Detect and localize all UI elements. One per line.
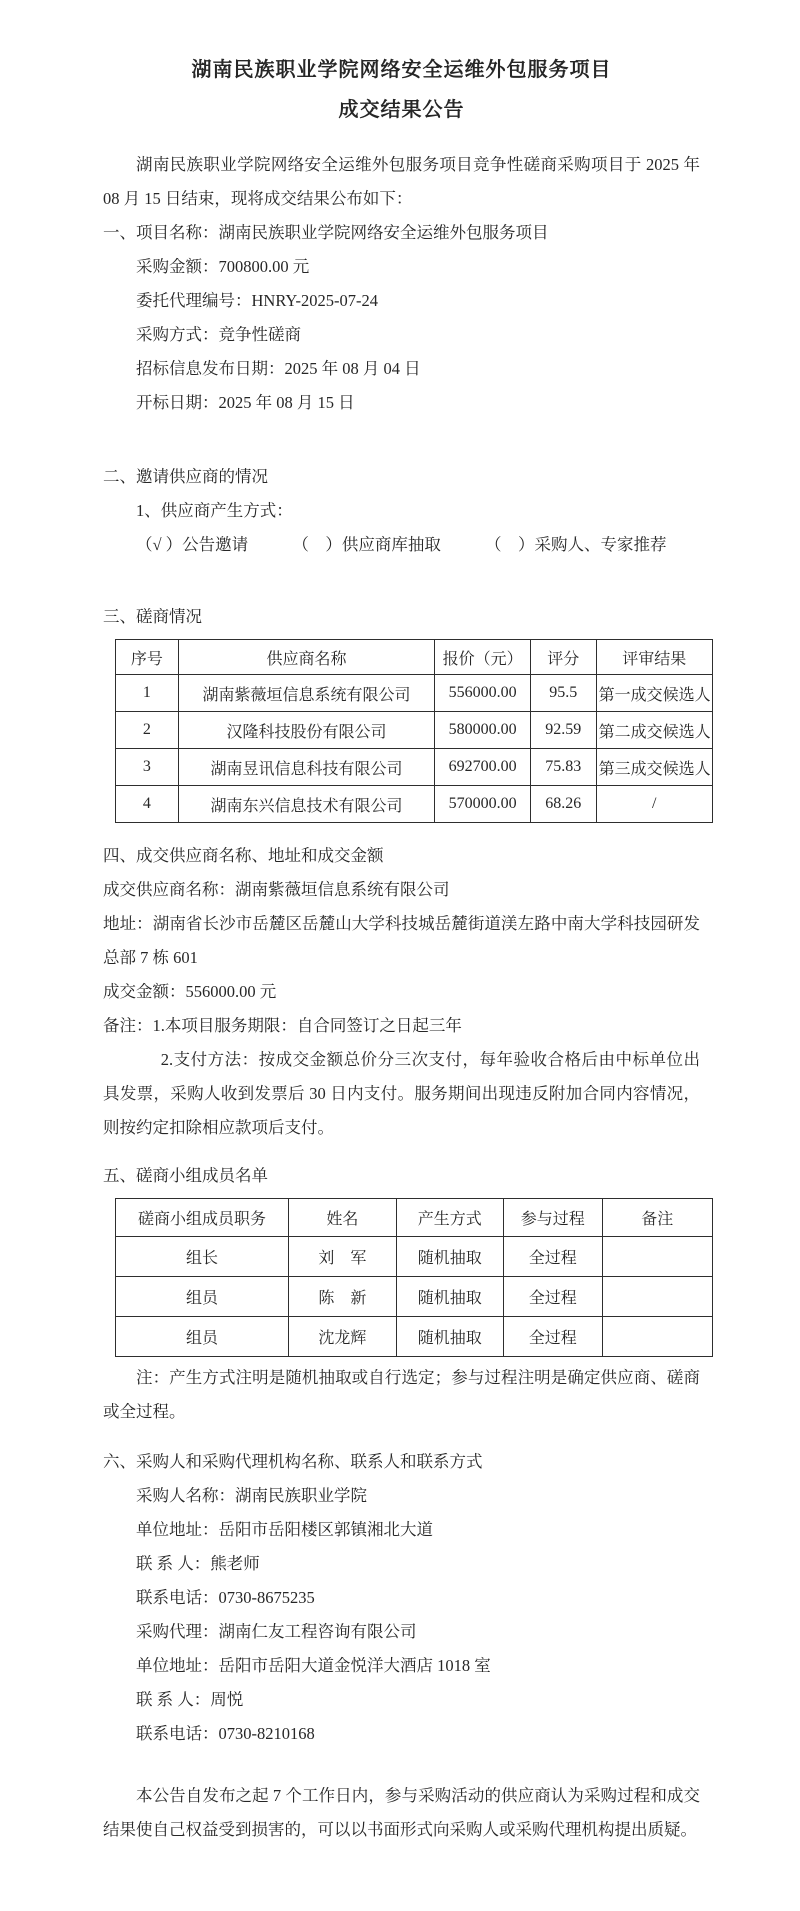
column-header-selection: 产生方式	[396, 1199, 503, 1237]
table-row	[116, 786, 713, 823]
cell-name: 沈龙辉	[289, 1317, 396, 1357]
buyer-name-line: 采购人名称：湖南民族职业学院	[136, 1486, 367, 1505]
cell-selection: 随机抽取	[396, 1317, 503, 1357]
remark-line-1: 备注：1.本项目服务期限：自合同签订之日起三年	[103, 1016, 462, 1035]
cell-result: 第二成交候选人	[596, 712, 712, 749]
intro-paragraph: 湖南民族职业学院网络安全运维外包服务项目竞争性磋商采购项目于 2025 年 08 月 15 日结束，现将成交结果公布如下：	[103, 155, 700, 208]
column-header-participation: 参与过程	[504, 1199, 603, 1237]
panel-member-table	[115, 1198, 713, 1357]
option-supplier-pool: （ ）供应商库抽取	[292, 535, 441, 554]
table-row	[116, 749, 713, 786]
cell-role: 组员	[116, 1277, 289, 1317]
agent-phone-line: 联系电话：0730-8210168	[136, 1724, 315, 1743]
table-header-row	[116, 1199, 713, 1237]
cell-role: 组员	[116, 1317, 289, 1357]
cell-participation: 全过程	[504, 1237, 603, 1277]
supplier-method-options	[103, 528, 700, 562]
column-header-seq: 序号	[116, 640, 179, 675]
cell-role: 组长	[116, 1237, 289, 1277]
cell-seq: 4	[116, 786, 179, 823]
panel-note: 注：产生方式注明是随机抽取或自行选定；参与过程注明是确定供应商、磋商或全过程。	[103, 1368, 700, 1421]
section-1-heading: 一、项目名称：湖南民族职业学院网络安全运维外包服务项目	[103, 223, 549, 242]
cell-remark	[602, 1237, 712, 1277]
agent-name-line: 采购代理：湖南仁友工程咨询有限公司	[136, 1622, 417, 1641]
column-header-result: 评审结果	[596, 640, 712, 675]
cell-score: 92.59	[530, 712, 596, 749]
column-header-price: 报价（元）	[435, 640, 531, 675]
option-expert-recommend: （ ）采购人、专家推荐	[484, 535, 667, 554]
column-header-name: 姓名	[289, 1199, 396, 1237]
section-3-heading: 三、磋商情况	[103, 607, 202, 626]
closing-paragraph: 本公告自发布之起 7 个工作日内，参与采购活动的供应商认为采购过程和成交结果使自己权益受到损害的，可以以书面形式向采购人或采购代理机构提出质疑。	[103, 1786, 700, 1839]
cell-supplier: 汉隆科技股份有限公司	[178, 712, 435, 749]
cell-remark	[602, 1317, 712, 1357]
table-row	[116, 675, 713, 712]
section-6-heading: 六、采购人和采购代理机构名称、联系人和联系方式	[103, 1452, 483, 1471]
cell-selection: 随机抽取	[396, 1237, 503, 1277]
cell-participation: 全过程	[504, 1317, 603, 1357]
section-4-heading: 四、成交供应商名称、地址和成交金额	[103, 846, 384, 865]
cell-price: 580000.00	[435, 712, 531, 749]
cell-supplier: 湖南紫薇垣信息系统有限公司	[178, 675, 435, 712]
table-row	[116, 1237, 713, 1277]
column-header-remark: 备注	[602, 1199, 712, 1237]
cell-score: 95.5	[530, 675, 596, 712]
agency-number-line: 委托代理编号：HNRY-2025-07-24	[136, 291, 378, 310]
section-5-heading: 五、磋商小组成员名单	[103, 1166, 268, 1185]
table-row	[116, 1277, 713, 1317]
buyer-address-line: 单位地址：岳阳市岳阳楼区郭镇湘北大道	[136, 1520, 433, 1539]
remark-line-2: 2.支付方法：按成交金额总价分三次支付，每年验收合格后由中标单位出具发票，采购人收到发票后 30 日内支付。服务期间出现违反附加合同内容情况，则按约定扣除相应款项后支付。	[103, 1050, 700, 1137]
buyer-phone-line: 联系电话：0730-8675235	[136, 1588, 315, 1607]
cell-price: 692700.00	[435, 749, 531, 786]
purchase-method-line: 采购方式：竞争性磋商	[136, 325, 301, 344]
cell-seq: 2	[116, 712, 179, 749]
winner-amount-line: 成交金额：556000.00 元	[103, 982, 277, 1001]
cell-name: 陈 新	[289, 1277, 396, 1317]
document-title-line1: 湖南民族职业学院网络安全运维外包服务项目	[191, 59, 612, 81]
cell-participation: 全过程	[504, 1277, 603, 1317]
cell-score: 75.83	[530, 749, 596, 786]
cell-result: 第一成交候选人	[596, 675, 712, 712]
cell-supplier: 湖南昱讯信息科技有限公司	[178, 749, 435, 786]
table-header-row	[116, 640, 713, 675]
cell-seq: 1	[116, 675, 179, 712]
cell-score: 68.26	[530, 786, 596, 823]
column-header-role: 磋商小组成员职务	[116, 1199, 289, 1237]
winner-name-line: 成交供应商名称：湖南紫薇垣信息系统有限公司	[103, 880, 450, 899]
cell-selection: 随机抽取	[396, 1277, 503, 1317]
purchase-amount-line: 采购金额：700800.00 元	[136, 257, 310, 276]
section-2-heading: 二、邀请供应商的情况	[103, 467, 268, 486]
document-title-line2: 成交结果公告	[338, 99, 465, 121]
cell-result: /	[596, 786, 712, 823]
cell-seq: 3	[116, 749, 179, 786]
cell-price: 570000.00	[435, 786, 531, 823]
cell-name: 刘 军	[289, 1237, 396, 1277]
column-header-supplier: 供应商名称	[178, 640, 435, 675]
column-header-score: 评分	[530, 640, 596, 675]
cell-remark	[602, 1277, 712, 1317]
buyer-contact-line: 联 系 人：熊老师	[136, 1554, 260, 1573]
table-row	[116, 712, 713, 749]
agent-contact-line: 联 系 人：周悦	[136, 1690, 244, 1709]
open-date-line: 开标日期：2025 年 08 月 15 日	[136, 393, 355, 412]
supplier-method-subheading: 1、供应商产生方式：	[136, 501, 293, 520]
negotiation-result-table	[115, 639, 713, 823]
announce-date-line: 招标信息发布日期：2025 年 08 月 04 日	[136, 359, 421, 378]
cell-supplier: 湖南东兴信息技术有限公司	[178, 786, 435, 823]
winner-address-line: 地址：湖南省长沙市岳麓区岳麓山大学科技城岳麓街道渼左路中南大学科技园研发总部 7 栋 601	[103, 914, 700, 967]
table-row	[116, 1317, 713, 1357]
agent-address-line: 单位地址：岳阳市岳阳大道金悦洋大酒店 1018 室	[136, 1656, 491, 1675]
option-public-invite: （√ ）公告邀请	[136, 535, 249, 554]
cell-result: 第三成交候选人	[596, 749, 712, 786]
cell-price: 556000.00	[435, 675, 531, 712]
